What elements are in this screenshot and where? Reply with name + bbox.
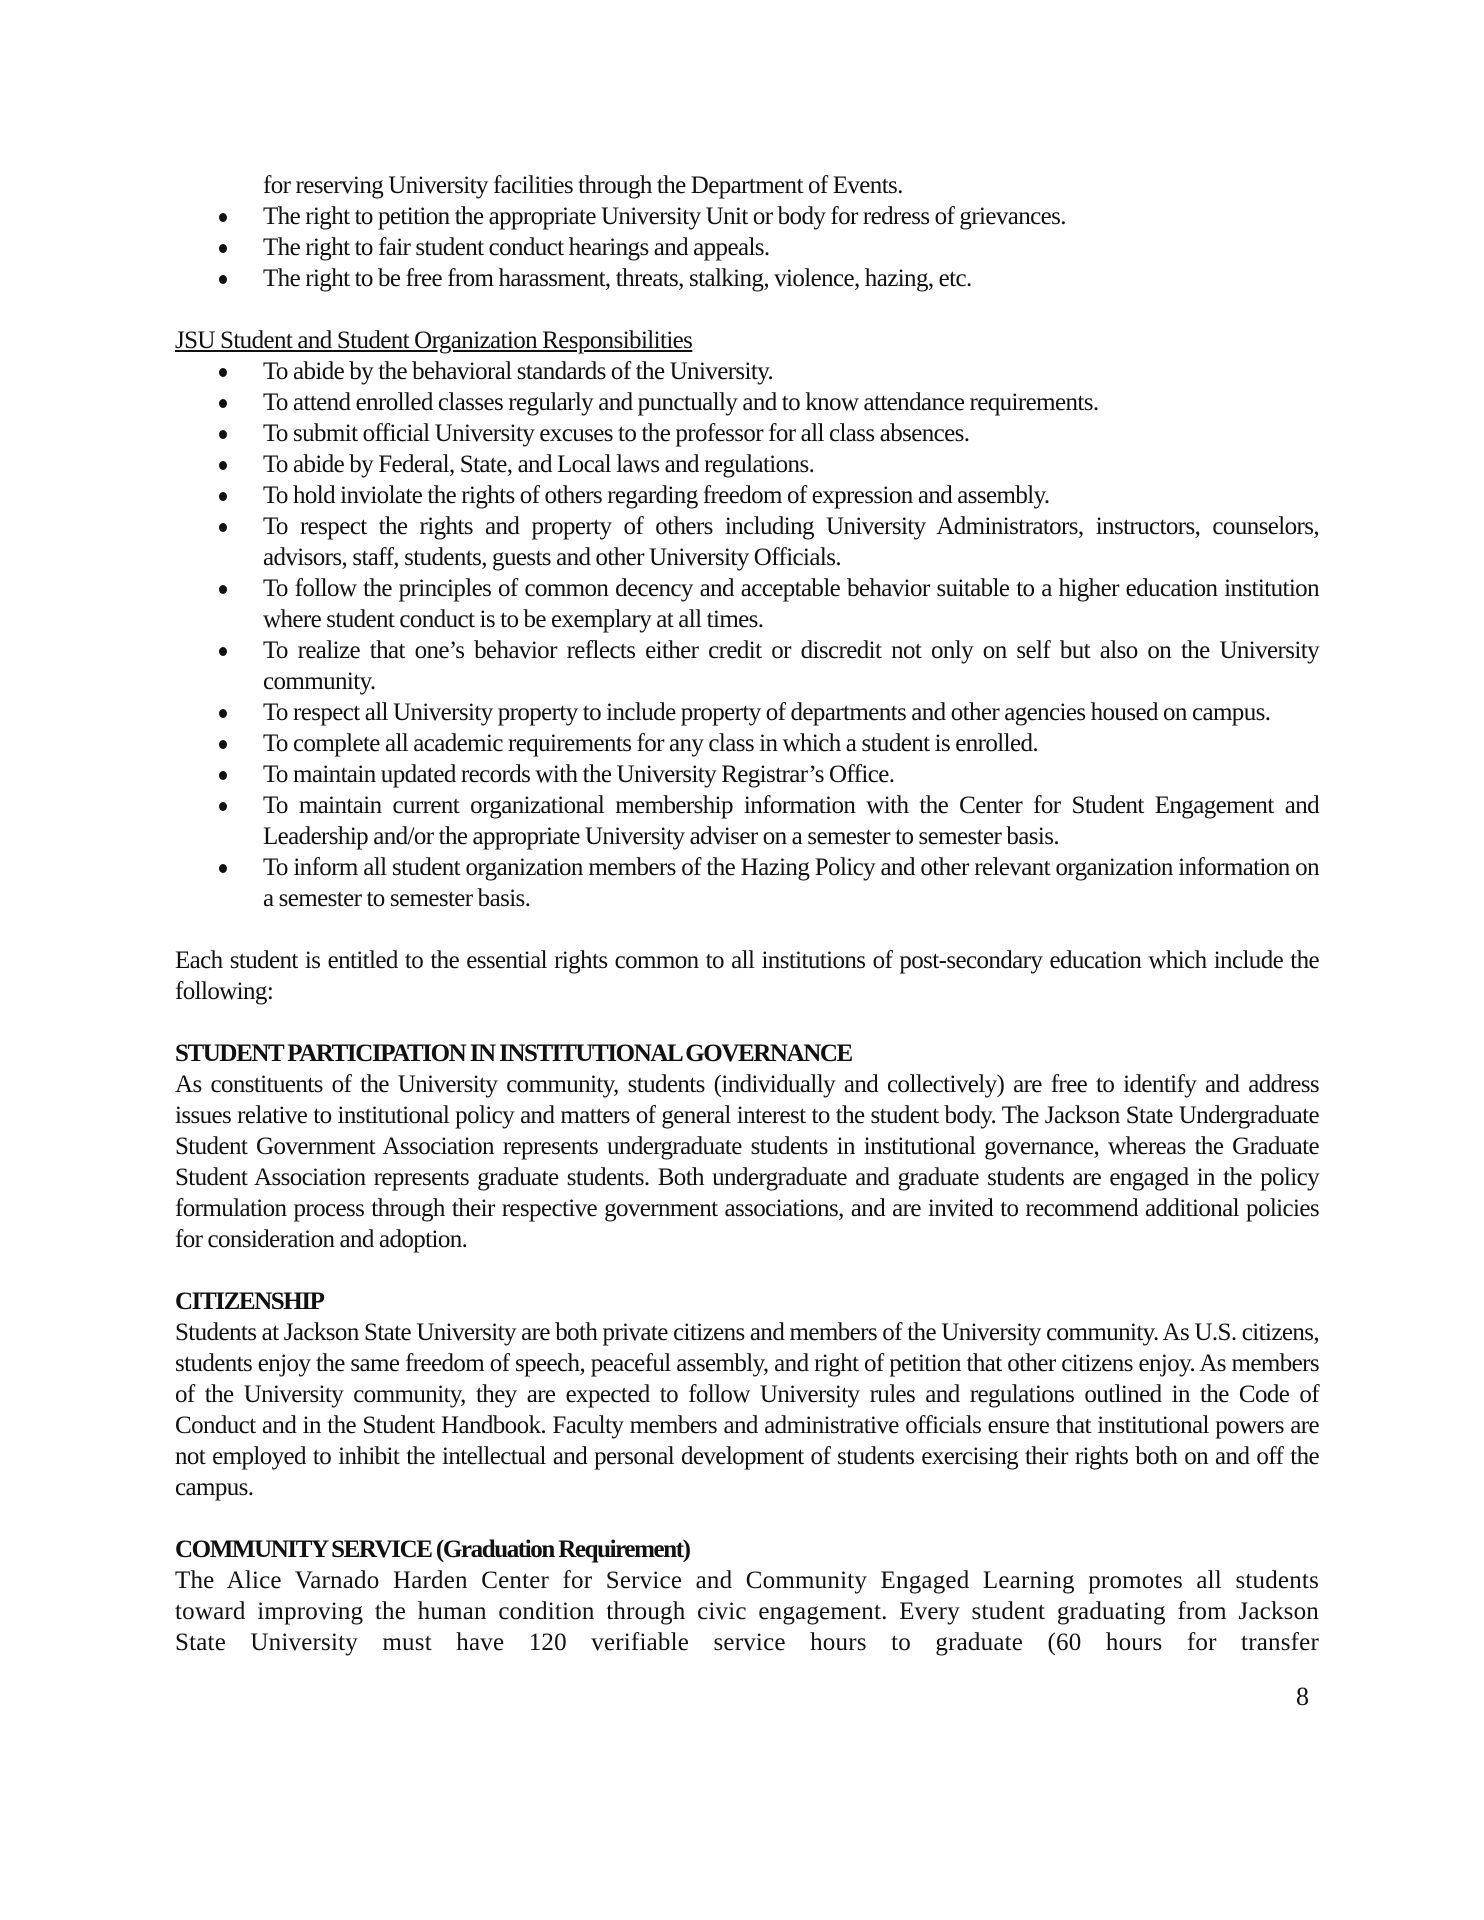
list-item: To maintain current organizational membership information with the Center for Student Engagement and Leadership and/or the appropriate University adviser on a semester to semester basis. bbox=[175, 790, 1319, 852]
responsibilities-heading: JSU Student and Student Organization Responsibilities bbox=[175, 327, 693, 354]
page-number: 8 bbox=[1296, 1682, 1309, 1711]
rights-list-continuation: for reserving University facilities through the Department of Events. bbox=[263, 172, 903, 199]
section-heading-governance: STUDENT PARTICIPATION IN INSTITUTIONAL GOVERNANCE bbox=[175, 1040, 852, 1067]
section-heading-note: (Graduation Requirement) bbox=[435, 1536, 690, 1563]
bullet-icon bbox=[219, 740, 227, 749]
list-item: To abide by the behavioral standards of the University. bbox=[175, 356, 1319, 387]
list-item: To respect all University property to include property of departments and other agencies housed on campus. bbox=[175, 697, 1319, 728]
bullet-icon bbox=[219, 213, 227, 222]
section-body-governance: As constituents of the University community, students (individually and collectively) are free to identify and address issues relative to institutional policy and matters of general interest to the student body. The Jackson State Undergraduate Student Government Association represents undergraduate students in institutional governance, whereas the Graduate Student Association represents graduate students. Both undergraduate and graduate students are engaged in the policy formulation process through their respective government associations, and are invited to recommend additional policies for consideration and adoption. bbox=[175, 1071, 1319, 1253]
list-item: To abide by Federal, State, and Local laws and regulations. bbox=[175, 449, 1319, 480]
list-item: To inform all student organization members of the Hazing Policy and other relevant organization information on a semester to semester basis. bbox=[175, 852, 1319, 914]
bullet-icon bbox=[219, 492, 227, 501]
rights-list bbox=[175, 201, 1319, 294]
bullet-icon bbox=[219, 585, 227, 594]
responsibilities-list bbox=[175, 356, 1319, 914]
intro-paragraph: Each student is entitled to the essential rights common to all institutions of post-secondary education which include the following: bbox=[175, 947, 1319, 1005]
bullet-icon bbox=[219, 244, 227, 253]
bullet-icon bbox=[219, 647, 227, 656]
spacer bbox=[175, 914, 1319, 945]
bullet-icon bbox=[219, 275, 227, 284]
list-item: To realize that one’s behavior reflects either credit or discredit not only on self but also on the University community. bbox=[175, 635, 1319, 697]
section-body-community-service: The Alice Varnado Harden Center for Service and Community Engaged Learning promotes all students toward improving the human condition through civic engagement. Every student graduating from Jackson State University must have 120 verifiable service hours to graduate (60 hours for transfer bbox=[175, 1567, 1319, 1656]
list-item: To maintain updated records with the University Registrar’s Office. bbox=[175, 759, 1319, 790]
list-item: The right to be free from harassment, threats, stalking, violence, hazing, etc. bbox=[175, 263, 1319, 294]
bullet-icon bbox=[219, 461, 227, 470]
section-heading-community-service bbox=[175, 1534, 1319, 1565]
document-page bbox=[175, 170, 1319, 1658]
bullet-icon bbox=[219, 399, 227, 408]
list-item: To respect the rights and property of others including University Administrators, instructors, counselors, advisors, staff, students, guests and other University Officials. bbox=[175, 511, 1319, 573]
list-item: The right to fair student conduct hearings and appeals. bbox=[175, 232, 1319, 263]
bullet-icon bbox=[219, 523, 227, 532]
bullet-icon bbox=[219, 771, 227, 780]
bullet-icon bbox=[219, 368, 227, 377]
bullet-icon bbox=[219, 430, 227, 439]
bullet-icon bbox=[219, 802, 227, 811]
list-item: To complete all academic requirements for any class in which a student is enrolled. bbox=[175, 728, 1319, 759]
section-heading-citizenship: CITIZENSHIP bbox=[175, 1288, 324, 1315]
section-body-citizenship: Students at Jackson State University are both private citizens and members of the University community. As U.S. citizens, students enjoy the same freedom of speech, peaceful assembly, and right of petition that other citizens enjoy. As members of the University community, they are expected to follow University rules and regulations outlined in the Code of Conduct and in the Student Handbook. Faculty members and administrative officials ensure that institutional powers are not employed to inhibit the intellectual and personal development of students exercising their rights both on and off the campus. bbox=[175, 1319, 1319, 1501]
list-item: The right to petition the appropriate University Unit or body for redress of grievances. bbox=[175, 201, 1319, 232]
bullet-icon bbox=[219, 709, 227, 718]
list-item: To follow the principles of common decency and acceptable behavior suitable to a higher education institution where student conduct is to be exemplary at all times. bbox=[175, 573, 1319, 635]
list-item: To hold inviolate the rights of others regarding freedom of expression and assembly. bbox=[175, 480, 1319, 511]
list-item: To submit official University excuses to the professor for all class absences. bbox=[175, 418, 1319, 449]
section-heading-text: COMMUNITY SERVICE bbox=[175, 1536, 432, 1563]
bullet-icon bbox=[219, 864, 227, 873]
list-item: To attend enrolled classes regularly and punctually and to know attendance requirements. bbox=[175, 387, 1319, 418]
